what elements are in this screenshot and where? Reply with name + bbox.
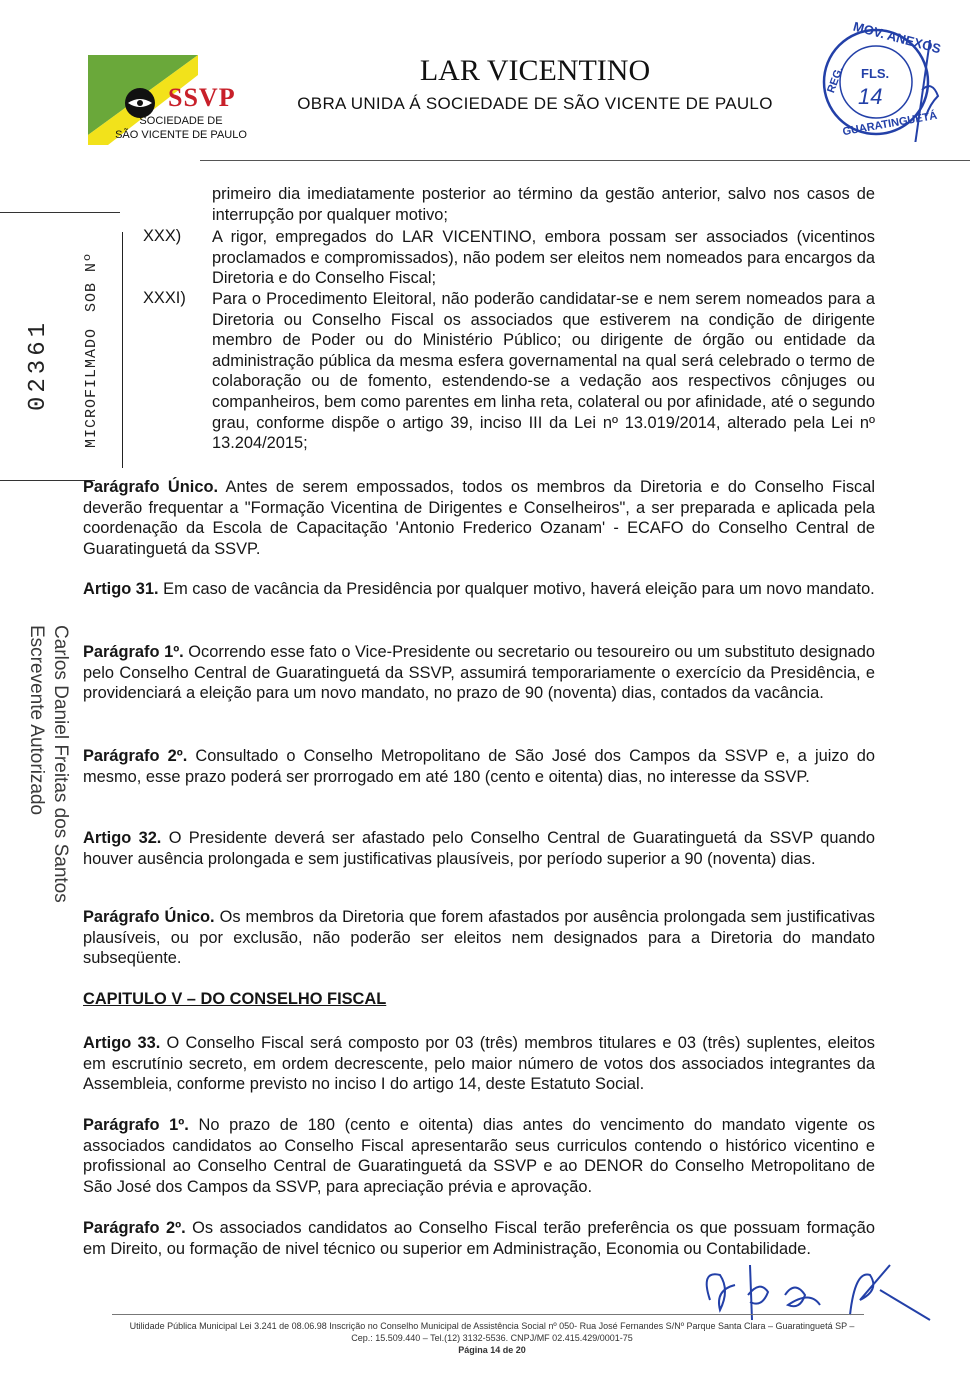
article-text: O Presidente deverá ser afastado pelo Conselho Central de Guaratinguetá da SSVP quando houver ausência prolongada e sem justificativas plausíveis, por período superior a 90 (noventa) dias. xyxy=(83,829,876,868)
paragraph-text: Consultado o Conselho Metropolitano de São José dos Campos da SSVP e, a juizo do mesmo, esse prazo poderá ser prorrogado em até 180 (cento e oitenta) dias, no interesse da SSVP. xyxy=(83,747,875,786)
article-text: Em caso de vacância da Presidência por qualquer motivo, haverá eleição para um novo mandato. xyxy=(163,580,875,598)
page-subtitle: OBRA UNIDA Á SOCIEDADE DE SÃO VICENTE DE PAULO xyxy=(297,94,773,113)
article-text: O Conselho Fiscal será composto por 03 (três) membros titulares e 03 (três) suplentes, eleitos em escrutínio secreto, em ordem decrescente, pelo maior número de votos dos associados integrantes da Assembleia, conforme previsto no inciso I do artigo 14, deste Estatuto Social. xyxy=(83,1034,875,1094)
article-label: Artigo 33. xyxy=(83,1034,161,1052)
paragraph-text: Ocorrendo esse fato o Vice-Presidente ou secretario ou tesoureiro ou um substituto designado pelo Conselho Central de Guaratinguetá da SSVP, assumirá temporariamente o exercício da Presidência, e providenciará a eleição para um novo mandato, no prazo de 90 (noventa) dias, contados da vacância. xyxy=(83,643,875,703)
article-33 xyxy=(83,1033,875,1095)
logo-sub-line-2: SÃO VICENTE DE PAULO xyxy=(115,129,247,141)
item-xxxi-number: XXXI) xyxy=(143,289,186,307)
item-xxxi-text: Para o Procedimento Eleitoral, não poderão candidatar-se e nem serem nomeados para a Diretoria ou Conselho Fiscal os associados que estiverem na condição de dirigente membro de Poder ou do Ministério Público; ou dirigente de órgão ou entidade da administração pública da mesma esfera governamental na qual será celebrado o termo de colaboração ou de fomento, estendendo-se a vedação aos respectivos cônjuges ou companheiros, bem como parentes em linha reta, colateral ou por afinidade, até o segundo grau, conforme dispõe o artigo 39, inciso III da Lei nº 13.019/2014, alterado pela Lei nº 13.204/2015; xyxy=(212,290,875,453)
article-31-paragraph-1 xyxy=(83,642,875,704)
handwritten-signatures xyxy=(690,1250,940,1330)
paragraph-unico-1 xyxy=(83,477,875,559)
stamp-bottom-text: GUARATINGUETÁ xyxy=(841,109,939,139)
paragraph-label: Parágrafo 2º. xyxy=(83,1219,186,1237)
page-title: LAR VICENTINO xyxy=(419,54,651,87)
stamp-value: 14 xyxy=(858,84,883,109)
microfilm-top-line xyxy=(0,212,120,213)
article-32 xyxy=(83,828,875,869)
logo-name: SSVP xyxy=(168,83,236,112)
article-33-paragraph-1 xyxy=(83,1115,875,1197)
paragraph-label: Parágrafo 1º. xyxy=(83,1116,189,1134)
logo-sub-line-1: SOCIEDADE DE xyxy=(139,115,223,127)
microfilm-number: 02361 xyxy=(25,319,52,412)
paragraph-label: Parágrafo Único. xyxy=(83,908,215,926)
paragraph-text: Os associados candidatos ao Conselho Fiscal terão preferência os que possuam formação em Direito, ou formação de nivel técnico ou superior em Administração, Economia ou Contabilidade. xyxy=(83,1219,875,1258)
paragraph-label: Parágrafo 1º. xyxy=(83,643,184,661)
article-32-paragraph-unico xyxy=(83,907,875,969)
notary-stamp xyxy=(22,625,72,945)
page-number: Página 14 de 20 xyxy=(458,1345,526,1355)
header-divider xyxy=(200,160,970,161)
microfilm-sub-label: SOB Nº xyxy=(83,251,100,312)
article-31 xyxy=(83,579,875,600)
footer-divider xyxy=(112,1314,864,1315)
notary-name: Carlos Daniel Freitas dos Santos xyxy=(50,625,71,903)
logo-subtitle xyxy=(106,114,256,142)
notary-role: Escrevente Autorizado xyxy=(26,625,47,816)
paragraph-text: Antes de serem empossados, todos os membros da Diretoria e do Conselho Fiscal deverão frequentar a "Formação Vicentina de Dirigentes e Conselheiros", a ser preparada e aplicada pela coordenação da Escola de Capacitação 'Antonio Frederico Ozanam' - ECAFO do Conselho Central de Guaratinguetá da SSVP. xyxy=(83,478,875,558)
stamp-label: FLS. xyxy=(861,66,890,81)
microfilm-stamp xyxy=(83,240,117,460)
page-footer xyxy=(112,1320,872,1356)
paragraph-text: Os membros da Diretoria que forem afastados por ausência prolongada sem justificativas plausíveis, ou por exclusão, não poderão ser eleitos nem designados para a Diretoria do mandato subseqüente. xyxy=(83,908,875,968)
article-label: Artigo 31. xyxy=(83,580,159,598)
microfilm-bottom-line xyxy=(0,480,95,481)
paragraph-label: Parágrafo 2º. xyxy=(83,747,188,765)
chapter-heading: CAPITULO V – DO CONSELHO FISCAL xyxy=(83,990,387,1008)
article-31-paragraph-2 xyxy=(83,746,875,787)
article-label: Artigo 32. xyxy=(83,829,162,847)
item-xxx-number: XXX) xyxy=(143,227,182,245)
paragraph-label: Parágrafo Único. xyxy=(83,478,219,496)
stamp-top-text: MOV. ANEXOS xyxy=(851,18,943,57)
footer-line-2: Cep.: 15.509.440 – Tel.(12) 3132-5536. CNPJ/MF 02.415.429/0001-75 xyxy=(351,1333,633,1343)
microfilm-label: MICROFILMADO xyxy=(83,328,100,449)
continuation-paragraph: primeiro dia imediatamente posterior ao término da gestão anterior, salvo nos casos de interrupção por qualquer motivo; xyxy=(212,185,875,224)
footer-line-1: Utilidade Pública Municipal Lei 3.241 de 08.06.98 Inscrição no Conselho Municipal de Assistência Social nº 050- Rua José Fernandes S/Nº Parque Santa Clara – Guaratinguetá SP – xyxy=(129,1321,855,1331)
paragraph-text: No prazo de 180 (cento e oitenta) dias antes do vencimento do mandato vigente os associados candidatos ao Conselho Fiscal apresentarão seus curriculos contendo o histórico vicentino e profissional ao Conselho Central de Guaratinguetá da SSVP e ao DENOR do Conselho Metropolitano de São José dos Campos da SSVP, para apreciação prévia e aprovação. xyxy=(83,1116,875,1196)
item-xxx-text: A rigor, empregados do LAR VICENTINO, embora possam ser associados (vicentinos proclamados e compromissados), não podem ser eleitos nem nomeados para encargos da Diretoria e do Conselho Fiscal; xyxy=(212,228,875,288)
stamp-left-text: REG. xyxy=(825,65,846,95)
